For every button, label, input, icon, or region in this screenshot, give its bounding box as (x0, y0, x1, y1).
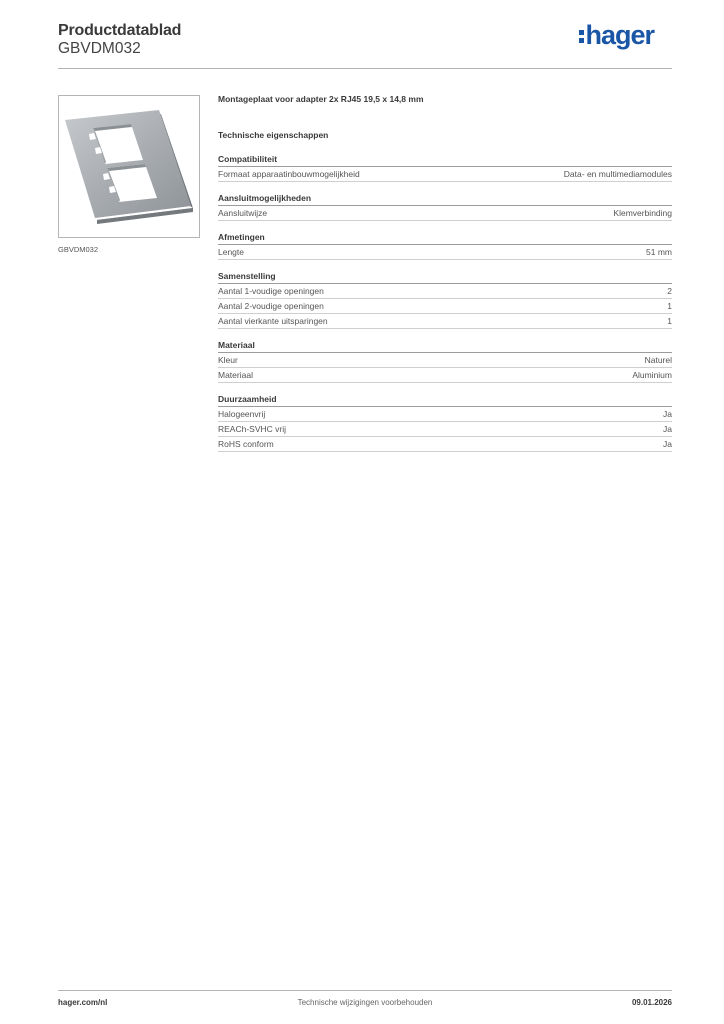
property-value: 2 (667, 286, 672, 296)
property-section (218, 269, 672, 329)
property-label: REACh-SVHC vrij (218, 424, 287, 434)
property-label: Aantal 2-voudige openingen (218, 301, 324, 311)
product-description: Montageplaat voor adapter 2x RJ45 19,5 x 14,8 mm (218, 94, 424, 104)
property-label: Aantal vierkante uitsparingen (218, 316, 328, 326)
property-value: Klemverbinding (613, 208, 672, 218)
property-row (218, 437, 672, 452)
property-row (218, 314, 672, 329)
property-value: 1 (667, 301, 672, 311)
property-section (218, 191, 672, 221)
logo-colon-icon (579, 27, 584, 46)
section-title: Duurzaamheid (218, 392, 672, 407)
property-row (218, 284, 672, 299)
property-label: Materiaal (218, 370, 253, 380)
product-content (218, 92, 672, 452)
logo-text: hager (585, 20, 654, 50)
property-row (218, 422, 672, 437)
property-label: Formaat apparaatinbouwmogelijkheid (218, 169, 360, 179)
footer-notice: Technische wijzigingen voorbehouden (297, 998, 433, 1007)
property-value: Ja (663, 424, 672, 434)
property-row (218, 353, 672, 368)
property-row (218, 206, 672, 221)
property-label: Halogeenvrij (218, 409, 266, 419)
document-title: Productdatablad (58, 22, 182, 39)
property-value: Data- en multimediamodules (563, 169, 672, 179)
section-title: Aansluitmogelijkheden (218, 191, 672, 206)
property-row (218, 368, 672, 383)
footer-website-link[interactable]: hager.com/nl (58, 998, 108, 1007)
document-subtitle: GBVDM032 (58, 40, 141, 57)
property-value: Ja (663, 439, 672, 449)
faceplate-image (59, 96, 199, 237)
property-value: 1 (667, 316, 672, 326)
section-title: Samenstelling (218, 269, 672, 284)
property-label: RoHS conform (218, 439, 274, 449)
page-header (58, 20, 672, 70)
property-row (218, 299, 672, 314)
property-label: Aansluitwijze (218, 208, 268, 218)
property-section (218, 338, 672, 383)
hager-logo (579, 20, 654, 51)
property-label: Kleur (218, 355, 238, 365)
property-label: Aantal 1-voudige openingen (218, 286, 324, 296)
section-title: Afmetingen (218, 230, 672, 245)
property-value: Naturel (644, 355, 672, 365)
product-image (58, 95, 200, 238)
image-caption: GBVDM032 (58, 245, 99, 254)
footer-date: 09.01.2026 (631, 998, 672, 1007)
property-row (218, 167, 672, 182)
footer-divider (58, 990, 672, 991)
property-section (218, 152, 672, 182)
properties-sections (218, 152, 672, 452)
property-row (218, 407, 672, 422)
property-section (218, 230, 672, 260)
property-section (218, 392, 672, 452)
property-value: Aluminium (632, 370, 672, 380)
property-value: Ja (663, 409, 672, 419)
property-value: 51 mm (646, 247, 672, 257)
property-row (218, 245, 672, 260)
properties-heading: Technische eigenschappen (218, 130, 329, 140)
section-title: Materiaal (218, 338, 672, 353)
header-divider (58, 68, 672, 69)
property-label: Lengte (218, 247, 244, 257)
section-title: Compatibiliteit (218, 152, 672, 167)
